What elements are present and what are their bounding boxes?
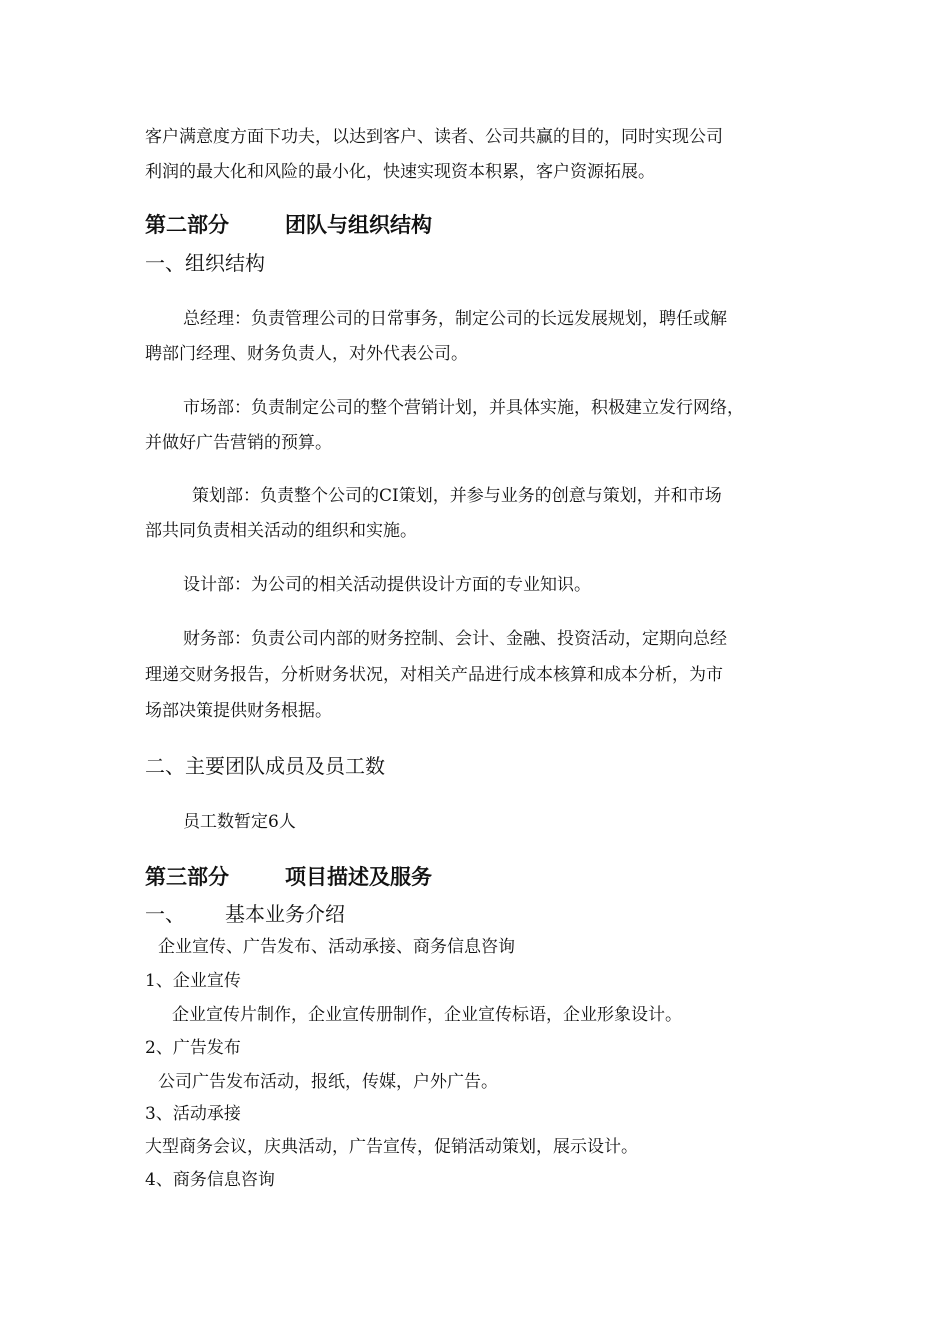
intro-line-1: 客户满意度方面下功夫，以达到客户、读者、公司共赢的目的，同时实现公司 bbox=[145, 127, 723, 147]
gm-line-1: 总经理：负责管理公司的日常事务，制定公司的长远发展规划，聘任或解 bbox=[183, 309, 727, 329]
part3-section1-num: 一、 bbox=[145, 902, 185, 926]
part3-heading bbox=[145, 864, 432, 890]
item-4-title: 4、商务信息咨询 bbox=[145, 1170, 275, 1190]
market-line-2: 并做好广告营销的预算。 bbox=[145, 433, 332, 453]
part2-section1-heading: 一、组织结构 bbox=[145, 251, 265, 275]
part2-heading bbox=[145, 212, 432, 238]
item-2-desc: 公司广告发布活动，报纸，传媒，户外广告。 bbox=[158, 1072, 498, 1092]
staff-count: 员工数暂定6人 bbox=[183, 812, 296, 832]
finance-line-3: 场部决策提供财务根据。 bbox=[145, 701, 332, 721]
design-line: 设计部：为公司的相关活动提供设计方面的专业知识。 bbox=[183, 575, 591, 595]
part2-label: 第二部分 bbox=[145, 213, 229, 237]
finance-line-1: 财务部：负责公司内部的财务控制、会计、金融、投资活动，定期向总经 bbox=[183, 629, 727, 649]
part3-label: 第三部分 bbox=[145, 865, 229, 889]
plan-line-2: 部共同负责相关活动的组织和实施。 bbox=[145, 521, 417, 541]
part3-title: 项目描述及服务 bbox=[285, 865, 432, 889]
gm-line-2: 聘部门经理、财务负责人，对外代表公司。 bbox=[145, 344, 468, 364]
item-3-title: 3、活动承接 bbox=[145, 1104, 241, 1124]
finance-line-2: 理递交财务报告，分析财务状况，对相关产品进行成本核算和成本分析，为市 bbox=[145, 665, 723, 685]
part2-title: 团队与组织结构 bbox=[285, 213, 432, 237]
item-3-desc: 大型商务会议，庆典活动，广告宣传，促销活动策划，展示设计。 bbox=[145, 1137, 638, 1157]
plan-line-1: 策划部：负责整个公司的CI策划，并参与业务的创意与策划，并和市场 bbox=[192, 486, 722, 506]
business-summary: 企业宣传、广告发布、活动承接、商务信息咨询 bbox=[158, 937, 515, 957]
part3-section1-heading bbox=[145, 901, 345, 927]
item-1-title: 1、企业宣传 bbox=[145, 971, 241, 991]
item-1-desc: 企业宣传片制作，企业宣传册制作，企业宣传标语，企业形象设计。 bbox=[172, 1005, 682, 1025]
intro-line-2: 利润的最大化和风险的最小化，快速实现资本积累，客户资源拓展。 bbox=[145, 162, 655, 182]
part3-section1-title: 基本业务介绍 bbox=[225, 902, 345, 926]
item-2-title: 2、广告发布 bbox=[145, 1038, 241, 1058]
part2-section2-heading: 二、主要团队成员及员工数 bbox=[145, 754, 385, 778]
market-line-1: 市场部：负责制定公司的整个营销计划，并具体实施，积极建立发行网络， bbox=[183, 398, 744, 418]
